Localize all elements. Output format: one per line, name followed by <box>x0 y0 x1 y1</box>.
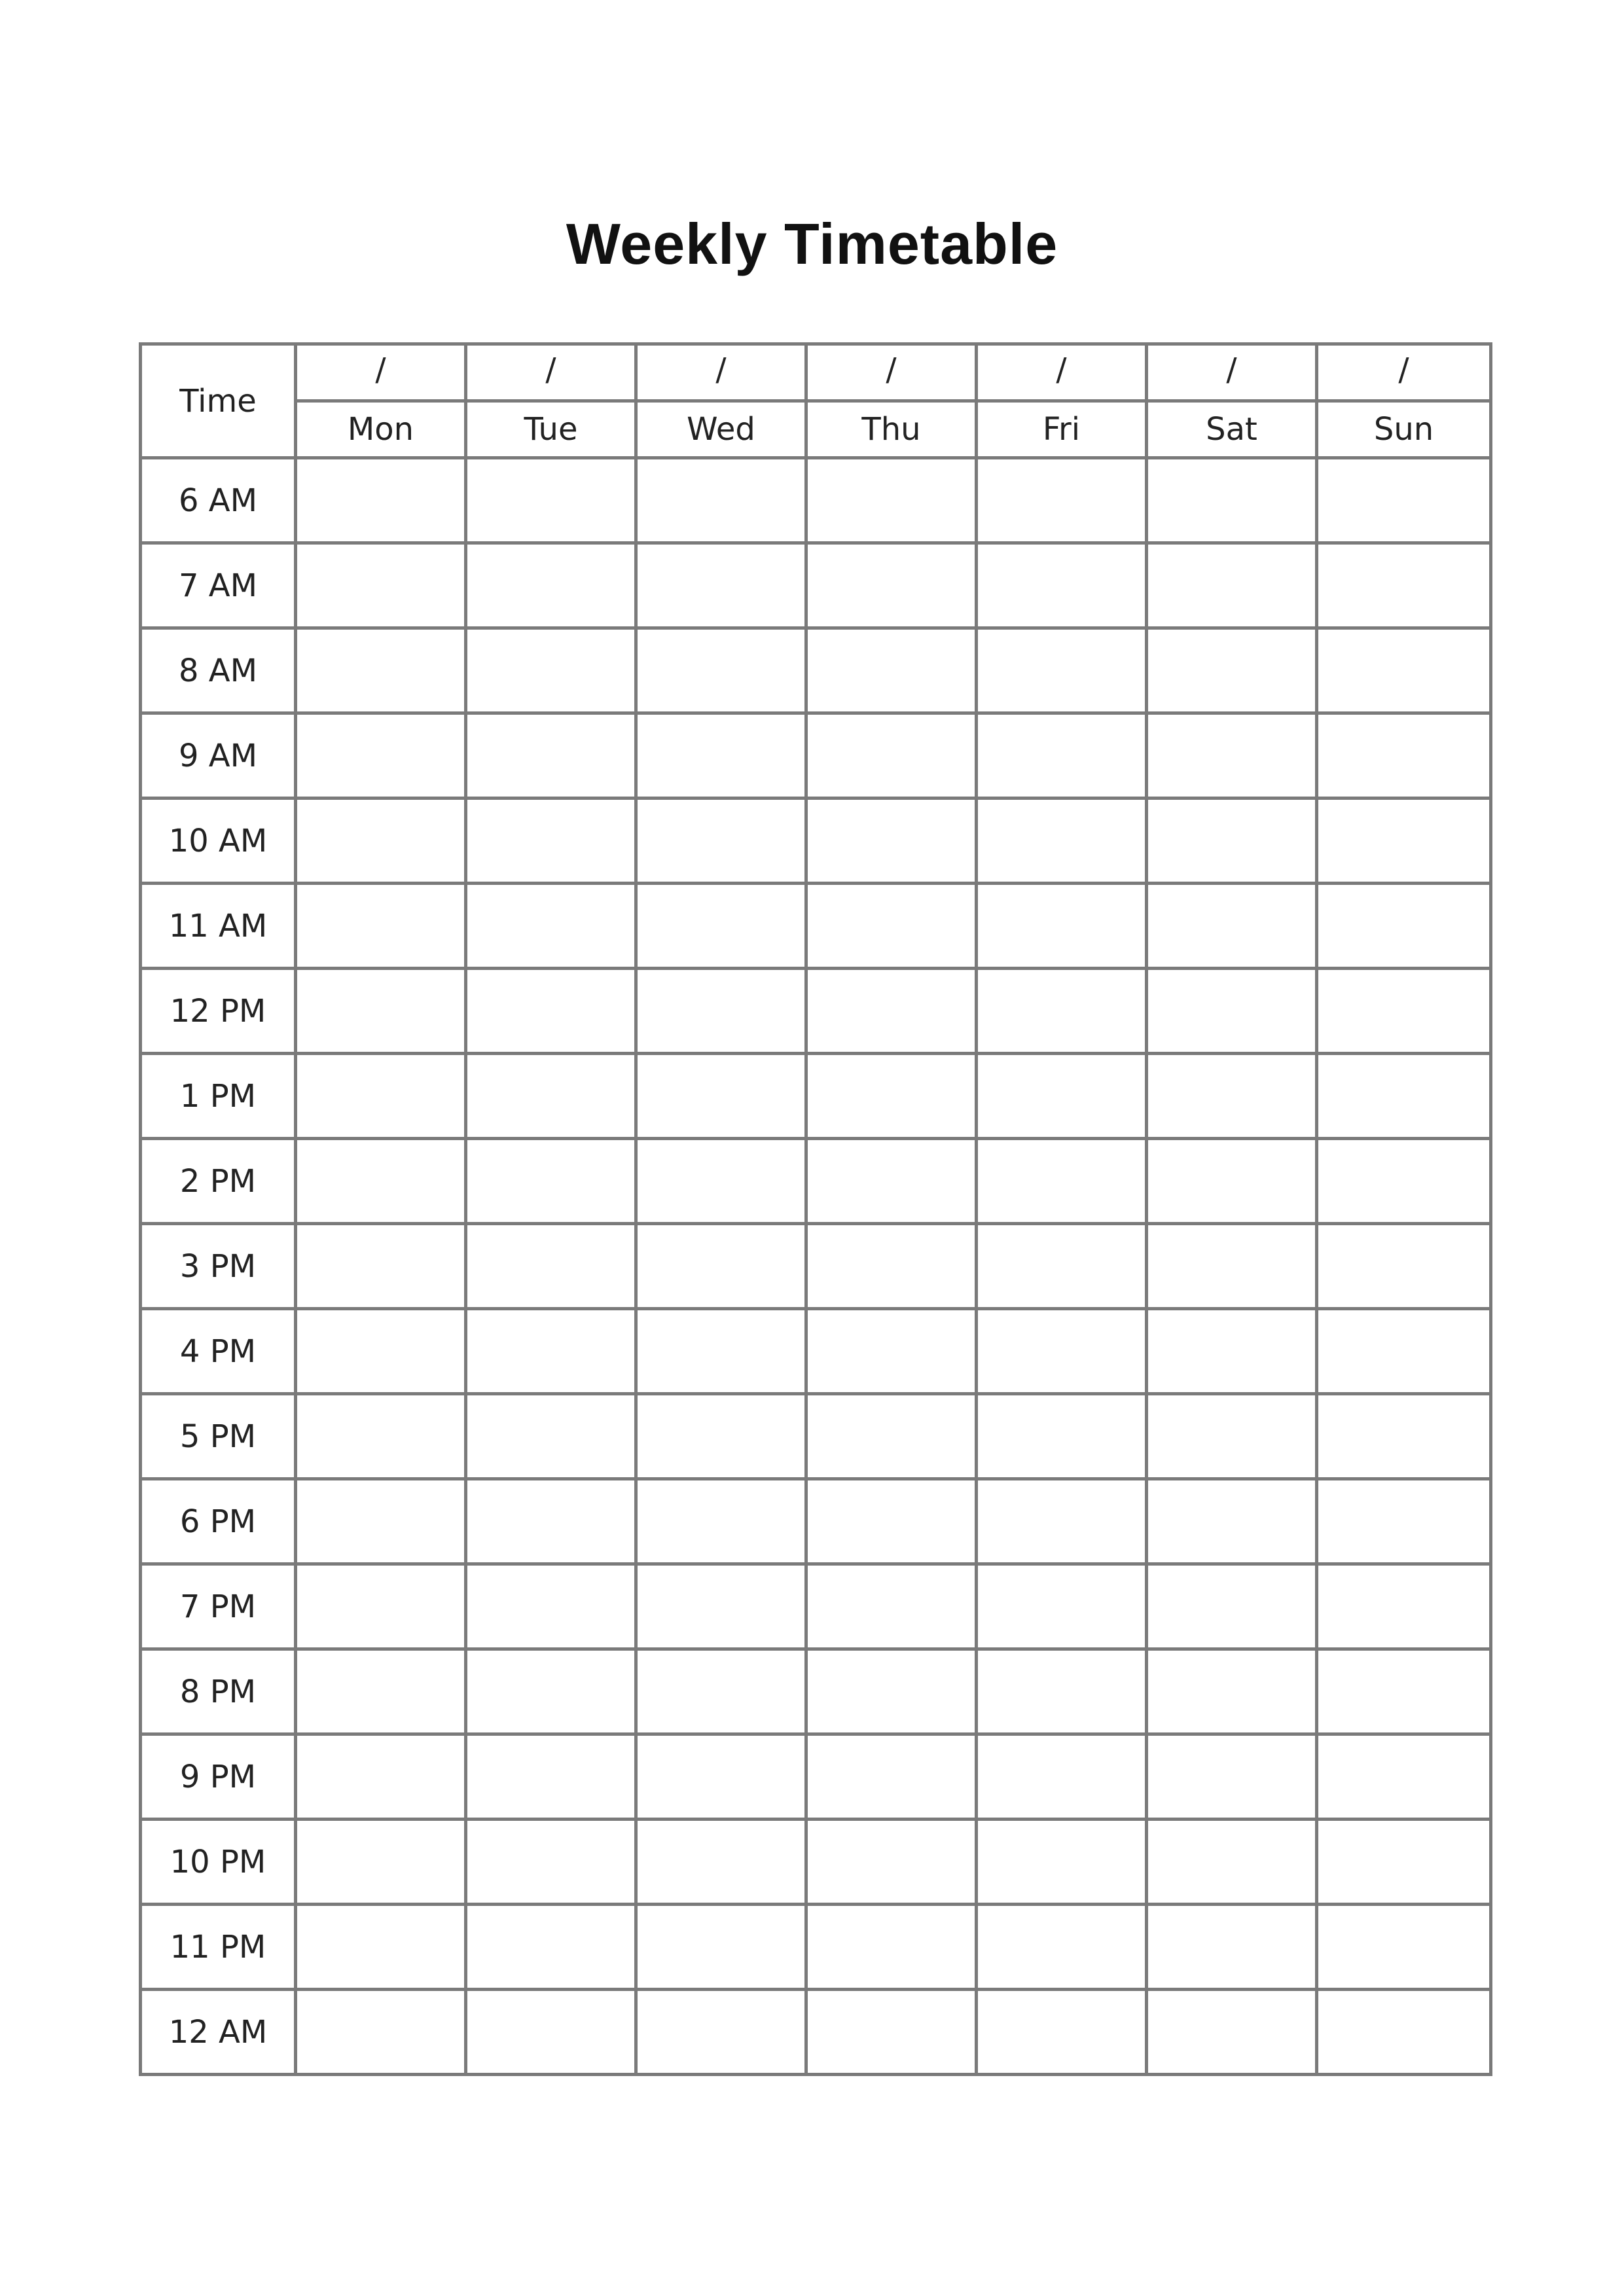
schedule-cell-sun[interactable] <box>1317 1309 1491 1394</box>
schedule-cell-thu[interactable] <box>806 1905 977 1990</box>
schedule-cell-mon[interactable] <box>296 798 466 884</box>
schedule-cell-tue[interactable] <box>466 1734 636 1820</box>
schedule-cell-sun[interactable] <box>1317 1649 1491 1734</box>
time-slot-label: 5 PM <box>141 1394 296 1479</box>
schedule-cell-mon[interactable] <box>296 628 466 713</box>
schedule-cell-wed[interactable] <box>636 798 806 884</box>
schedule-cell-wed[interactable] <box>636 1224 806 1309</box>
day-header-thu: Thu <box>806 401 977 458</box>
schedule-cell-sun[interactable] <box>1317 884 1491 969</box>
schedule-cell-mon[interactable] <box>296 969 466 1054</box>
time-slot-label: 10 AM <box>141 798 296 884</box>
date-slash: / <box>1056 351 1067 388</box>
schedule-cell-sun[interactable] <box>1317 798 1491 884</box>
schedule-cell-wed[interactable] <box>636 1905 806 1990</box>
timetable-body <box>141 458 1491 2075</box>
schedule-cell-mon[interactable] <box>296 1139 466 1224</box>
day-header-sun: Sun <box>1317 401 1491 458</box>
schedule-cell-thu[interactable] <box>806 543 977 628</box>
date-field-thu[interactable] <box>806 344 977 401</box>
schedule-cell-tue[interactable] <box>466 1649 636 1734</box>
schedule-cell-sun[interactable] <box>1317 1990 1491 2075</box>
schedule-cell-thu[interactable] <box>806 628 977 713</box>
schedule-cell-wed[interactable] <box>636 1139 806 1224</box>
schedule-cell-mon[interactable] <box>296 1820 466 1905</box>
schedule-cell-fri[interactable] <box>977 1394 1147 1479</box>
table-row <box>141 628 1491 713</box>
schedule-cell-fri[interactable] <box>977 884 1147 969</box>
schedule-cell-sat[interactable] <box>1147 713 1317 798</box>
schedule-cell-sun[interactable] <box>1317 1564 1491 1649</box>
date-field-tue[interactable] <box>466 344 636 401</box>
schedule-cell-wed[interactable] <box>636 458 806 543</box>
schedule-cell-thu[interactable] <box>806 798 977 884</box>
schedule-cell-tue[interactable] <box>466 969 636 1054</box>
schedule-cell-wed[interactable] <box>636 1054 806 1139</box>
day-header-mon: Mon <box>296 401 466 458</box>
schedule-cell-fri[interactable] <box>977 1905 1147 1990</box>
schedule-cell-thu[interactable] <box>806 1309 977 1394</box>
day-header-fri: Fri <box>977 401 1147 458</box>
schedule-cell-wed[interactable] <box>636 1309 806 1394</box>
schedule-cell-tue[interactable] <box>466 1139 636 1224</box>
schedule-cell-sat[interactable] <box>1147 1139 1317 1224</box>
schedule-cell-tue[interactable] <box>466 1394 636 1479</box>
schedule-cell-mon[interactable] <box>296 1734 466 1820</box>
schedule-cell-thu[interactable] <box>806 458 977 543</box>
page-title: Weekly Timetable <box>566 211 1058 276</box>
schedule-cell-tue[interactable] <box>466 1564 636 1649</box>
schedule-cell-sun[interactable] <box>1317 1054 1491 1139</box>
table-row <box>141 1309 1491 1394</box>
schedule-cell-tue[interactable] <box>466 543 636 628</box>
schedule-cell-thu[interactable] <box>806 1394 977 1479</box>
schedule-cell-sat[interactable] <box>1147 458 1317 543</box>
schedule-cell-wed[interactable] <box>636 1820 806 1905</box>
schedule-cell-sat[interactable] <box>1147 1734 1317 1820</box>
time-slot-label: 1 PM <box>141 1054 296 1139</box>
date-field-mon[interactable] <box>296 344 466 401</box>
schedule-cell-sat[interactable] <box>1147 1905 1317 1990</box>
date-slash: / <box>715 351 727 388</box>
schedule-cell-sun[interactable] <box>1317 1224 1491 1309</box>
date-slash: / <box>1226 351 1237 388</box>
date-slash: / <box>1398 351 1409 388</box>
schedule-cell-sat[interactable] <box>1147 884 1317 969</box>
schedule-cell-sat[interactable] <box>1147 628 1317 713</box>
schedule-cell-sun[interactable] <box>1317 1820 1491 1905</box>
schedule-cell-wed[interactable] <box>636 884 806 969</box>
time-slot-label: 12 AM <box>141 1990 296 2075</box>
schedule-cell-sat[interactable] <box>1147 1054 1317 1139</box>
table-row <box>141 1564 1491 1649</box>
schedule-cell-fri[interactable] <box>977 798 1147 884</box>
weekly-timetable <box>139 342 1492 2076</box>
schedule-cell-sat[interactable] <box>1147 1820 1317 1905</box>
schedule-cell-sat[interactable] <box>1147 798 1317 884</box>
time-slot-label: 3 PM <box>141 1224 296 1309</box>
table-row <box>141 543 1491 628</box>
time-slot-label: 2 PM <box>141 1139 296 1224</box>
table-row <box>141 1224 1491 1309</box>
date-slash: / <box>545 351 556 388</box>
schedule-cell-sat[interactable] <box>1147 1564 1317 1649</box>
schedule-cell-thu[interactable] <box>806 1820 977 1905</box>
table-row <box>141 1820 1491 1905</box>
schedule-cell-sun[interactable] <box>1317 458 1491 543</box>
schedule-cell-fri[interactable] <box>977 713 1147 798</box>
schedule-cell-fri[interactable] <box>977 1479 1147 1564</box>
schedule-cell-sat[interactable] <box>1147 1394 1317 1479</box>
schedule-cell-mon[interactable] <box>296 458 466 543</box>
schedule-cell-wed[interactable] <box>636 543 806 628</box>
schedule-cell-sat[interactable] <box>1147 543 1317 628</box>
schedule-cell-thu[interactable] <box>806 1054 977 1139</box>
schedule-cell-tue[interactable] <box>466 1479 636 1564</box>
table-row <box>141 1394 1491 1479</box>
schedule-cell-sat[interactable] <box>1147 1990 1317 2075</box>
schedule-cell-tue[interactable] <box>466 1054 636 1139</box>
day-header-row <box>141 401 1491 458</box>
schedule-cell-sun[interactable] <box>1317 1905 1491 1990</box>
day-header-tue: Tue <box>466 401 636 458</box>
date-header-row <box>141 344 1491 401</box>
schedule-cell-sun[interactable] <box>1317 1479 1491 1564</box>
table-row <box>141 1139 1491 1224</box>
schedule-cell-fri[interactable] <box>977 1649 1147 1734</box>
schedule-cell-mon[interactable] <box>296 1479 466 1564</box>
schedule-cell-sat[interactable] <box>1147 969 1317 1054</box>
time-slot-label: 12 PM <box>141 969 296 1054</box>
schedule-cell-mon[interactable] <box>296 1905 466 1990</box>
date-field-fri[interactable] <box>977 344 1147 401</box>
schedule-cell-tue[interactable] <box>466 458 636 543</box>
table-row <box>141 458 1491 543</box>
schedule-cell-sat[interactable] <box>1147 1224 1317 1309</box>
table-row <box>141 969 1491 1054</box>
schedule-cell-wed[interactable] <box>636 969 806 1054</box>
date-field-sun[interactable] <box>1317 344 1491 401</box>
time-slot-label: 9 AM <box>141 713 296 798</box>
schedule-cell-mon[interactable] <box>296 1990 466 2075</box>
schedule-cell-mon[interactable] <box>296 1649 466 1734</box>
schedule-cell-tue[interactable] <box>466 1309 636 1394</box>
schedule-cell-wed[interactable] <box>636 628 806 713</box>
schedule-cell-wed[interactable] <box>636 1990 806 2075</box>
time-column-header: Time <box>141 344 296 458</box>
time-slot-label: 6 PM <box>141 1479 296 1564</box>
day-header-sat: Sat <box>1147 401 1317 458</box>
date-field-wed[interactable] <box>636 344 806 401</box>
schedule-cell-mon[interactable] <box>296 1564 466 1649</box>
schedule-cell-mon[interactable] <box>296 1309 466 1394</box>
schedule-cell-thu[interactable] <box>806 969 977 1054</box>
schedule-cell-mon[interactable] <box>296 543 466 628</box>
schedule-cell-thu[interactable] <box>806 1734 977 1820</box>
table-row <box>141 1734 1491 1820</box>
time-slot-label: 8 AM <box>141 628 296 713</box>
time-slot-label: 7 PM <box>141 1564 296 1649</box>
schedule-cell-thu[interactable] <box>806 1139 977 1224</box>
schedule-cell-tue[interactable] <box>466 1990 636 2075</box>
table-row <box>141 1990 1491 2075</box>
schedule-cell-fri[interactable] <box>977 1734 1147 1820</box>
schedule-cell-fri[interactable] <box>977 1990 1147 2075</box>
schedule-cell-fri[interactable] <box>977 1309 1147 1394</box>
schedule-cell-mon[interactable] <box>296 713 466 798</box>
schedule-cell-sun[interactable] <box>1317 713 1491 798</box>
schedule-cell-tue[interactable] <box>466 1820 636 1905</box>
schedule-cell-sat[interactable] <box>1147 1479 1317 1564</box>
schedule-cell-tue[interactable] <box>466 798 636 884</box>
time-slot-label: 4 PM <box>141 1309 296 1394</box>
table-row <box>141 1649 1491 1734</box>
schedule-cell-wed[interactable] <box>636 713 806 798</box>
schedule-cell-sat[interactable] <box>1147 1309 1317 1394</box>
time-slot-label: 8 PM <box>141 1649 296 1734</box>
schedule-cell-sat[interactable] <box>1147 1649 1317 1734</box>
table-row <box>141 1905 1491 1990</box>
schedule-cell-thu[interactable] <box>806 1564 977 1649</box>
schedule-cell-wed[interactable] <box>636 1479 806 1564</box>
schedule-cell-mon[interactable] <box>296 884 466 969</box>
time-slot-label: 7 AM <box>141 543 296 628</box>
schedule-cell-thu[interactable] <box>806 1990 977 2075</box>
schedule-cell-sun[interactable] <box>1317 628 1491 713</box>
date-slash: / <box>886 351 897 388</box>
time-slot-label: 11 AM <box>141 884 296 969</box>
date-slash: / <box>375 351 386 388</box>
schedule-cell-thu[interactable] <box>806 1224 977 1309</box>
table-row <box>141 1479 1491 1564</box>
schedule-cell-fri[interactable] <box>977 1054 1147 1139</box>
schedule-cell-tue[interactable] <box>466 1905 636 1990</box>
schedule-cell-fri[interactable] <box>977 458 1147 543</box>
schedule-cell-thu[interactable] <box>806 884 977 969</box>
schedule-cell-thu[interactable] <box>806 1649 977 1734</box>
schedule-cell-fri[interactable] <box>977 628 1147 713</box>
schedule-cell-wed[interactable] <box>636 1394 806 1479</box>
date-field-sat[interactable] <box>1147 344 1317 401</box>
time-slot-label: 9 PM <box>141 1734 296 1820</box>
table-row <box>141 1054 1491 1139</box>
schedule-cell-thu[interactable] <box>806 1479 977 1564</box>
schedule-cell-tue[interactable] <box>466 628 636 713</box>
time-slot-label: 10 PM <box>141 1820 296 1905</box>
schedule-cell-tue[interactable] <box>466 1224 636 1309</box>
schedule-cell-sun[interactable] <box>1317 1394 1491 1479</box>
table-row <box>141 884 1491 969</box>
schedule-cell-tue[interactable] <box>466 713 636 798</box>
schedule-cell-fri[interactable] <box>977 969 1147 1054</box>
schedule-cell-mon[interactable] <box>296 1054 466 1139</box>
schedule-cell-wed[interactable] <box>636 1649 806 1734</box>
time-slot-label: 6 AM <box>141 458 296 543</box>
schedule-cell-mon[interactable] <box>296 1394 466 1479</box>
schedule-cell-mon[interactable] <box>296 1224 466 1309</box>
schedule-cell-fri[interactable] <box>977 1820 1147 1905</box>
schedule-cell-wed[interactable] <box>636 1564 806 1649</box>
schedule-cell-sun[interactable] <box>1317 969 1491 1054</box>
schedule-cell-fri[interactable] <box>977 1564 1147 1649</box>
schedule-cell-sun[interactable] <box>1317 1734 1491 1820</box>
schedule-cell-fri[interactable] <box>977 1139 1147 1224</box>
schedule-cell-wed[interactable] <box>636 1734 806 1820</box>
table-row <box>141 798 1491 884</box>
schedule-cell-sun[interactable] <box>1317 543 1491 628</box>
time-slot-label: 11 PM <box>141 1905 296 1990</box>
schedule-cell-thu[interactable] <box>806 713 977 798</box>
schedule-cell-fri[interactable] <box>977 1224 1147 1309</box>
table-row <box>141 713 1491 798</box>
schedule-cell-sun[interactable] <box>1317 1139 1491 1224</box>
schedule-cell-tue[interactable] <box>466 884 636 969</box>
day-header-wed: Wed <box>636 401 806 458</box>
schedule-cell-fri[interactable] <box>977 543 1147 628</box>
